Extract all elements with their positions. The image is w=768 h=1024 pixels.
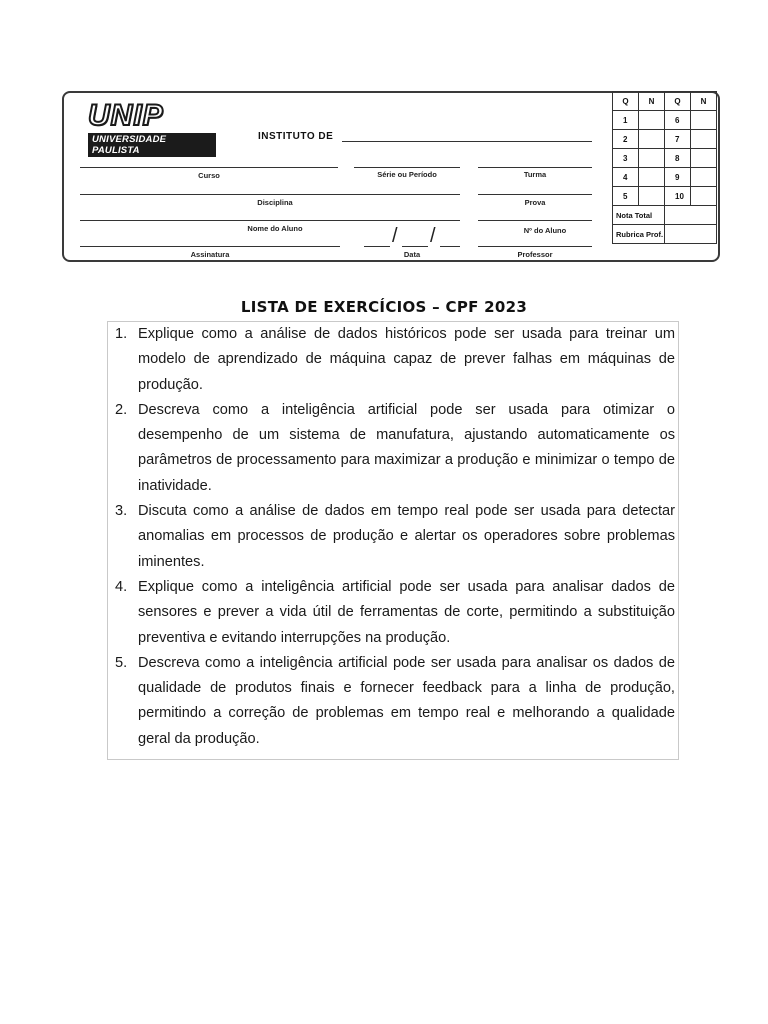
question-number: 4 <box>613 168 639 187</box>
rubrica-label: Rubrica Prof. <box>613 225 665 244</box>
turma-line <box>478 167 592 168</box>
question-number: 8 <box>665 149 691 168</box>
disciplina-label: Disciplina <box>257 198 293 207</box>
grid-header-n: N <box>639 92 665 111</box>
grade-cell <box>691 187 717 206</box>
professor-label: Professor <box>517 250 553 259</box>
grade-cell <box>639 130 665 149</box>
question-number: 5 <box>613 187 639 206</box>
exercise-number: 2. <box>115 401 128 418</box>
grade-cell <box>691 149 717 168</box>
numero-aluno-line <box>478 220 592 221</box>
exercise-box <box>107 321 679 760</box>
grade-cell <box>639 111 665 130</box>
grade-cell <box>639 168 665 187</box>
grid-header-q: Q <box>665 92 691 111</box>
page-title: LISTA DE EXERCÍCIOS – CPF 2023 <box>240 298 528 316</box>
nota-total-cell <box>665 206 717 225</box>
unip-logo <box>88 101 228 157</box>
exercise-text: Descreva como a inteligência artificial pode ser usada para analisar os dados de qualidade de produtos finais e fornecer feedback para a linha de produção, permitindo a correção de problemas em tempo real e melhorando a qualidade geral da produção. <box>138 654 675 747</box>
numero-aluno-label: Nº do Aluno <box>523 226 567 235</box>
date-day-line <box>364 246 390 247</box>
exercise-number: 4. <box>115 578 128 595</box>
grid-header-q: Q <box>613 92 639 111</box>
professor-line <box>478 246 592 247</box>
grade-grid-row <box>613 187 717 206</box>
curso-line <box>80 167 338 168</box>
question-number: 10 <box>665 187 691 206</box>
date-slash-1: / <box>392 225 398 247</box>
grade-grid <box>612 91 717 244</box>
exercise-item <box>115 322 675 398</box>
nome-aluno-line <box>80 220 460 221</box>
nota-total-label: Nota Total <box>613 206 665 225</box>
nome-aluno-label: Nome do Aluno <box>247 224 303 233</box>
question-number: 9 <box>665 168 691 187</box>
grade-grid-row <box>613 168 717 187</box>
grade-grid-header <box>613 92 717 111</box>
assinatura-line <box>80 246 340 247</box>
date-month-line <box>402 246 428 247</box>
date-slash-2: / <box>430 225 436 247</box>
serie-line <box>354 167 460 168</box>
nota-total-row <box>613 206 717 225</box>
prova-line <box>478 194 592 195</box>
serie-label: Série ou Período <box>377 170 437 179</box>
exercise-text: Explique como a inteligência artificial pode ser usada para analisar dados de sensores e prever a vida útil de ferramentas de corte, permitindo a substituição preventiva e evitando interrupções na produção. <box>138 578 675 646</box>
question-number: 2 <box>613 130 639 149</box>
exercise-list <box>108 322 678 752</box>
question-number: 7 <box>665 130 691 149</box>
exercise-item <box>115 499 675 575</box>
date-year-line <box>440 246 460 247</box>
exercise-text: Explique como a análise de dados históricos pode ser usada para treinar um modelo de aprendizado de máquina capaz de prever falhas em máquinas de produção. <box>138 326 675 393</box>
logo-subtitle: UNIVERSIDADE PAULISTA <box>88 133 216 157</box>
question-number: 3 <box>613 149 639 168</box>
disciplina-line <box>80 194 460 195</box>
exercise-number: 1. <box>115 326 128 342</box>
grade-cell <box>691 111 717 130</box>
grade-cell <box>691 130 717 149</box>
grid-header-n: N <box>691 92 717 111</box>
exercise-item <box>115 575 675 651</box>
exercise-text: Discuta como a análise de dados em tempo real pode ser usada para detectar anomalias em processos de produção e alertar os operadores sobre problemas iminentes. <box>138 503 675 570</box>
grade-grid-row <box>613 111 717 130</box>
grade-cell <box>639 149 665 168</box>
logo-text: UNIP <box>88 99 164 132</box>
grade-grid-row <box>613 130 717 149</box>
instituto-label: INSTITUTO DE <box>258 131 334 142</box>
exercise-number: 3. <box>115 503 128 520</box>
exercise-text: Descreva como a inteligência artificial pode ser usada para otimizar o desempenho de um sistema de manufatura, ajustando automaticamente os parâmetros de processamento para maximizar a produção e minimizar o tempo de inatividade. <box>138 401 675 494</box>
instituto-field-line <box>342 141 592 142</box>
header-form-card <box>62 91 720 262</box>
grade-cell <box>639 187 665 206</box>
grade-cell <box>691 168 717 187</box>
exercise-number: 5. <box>115 654 128 671</box>
rubrica-cell <box>665 225 717 244</box>
curso-label: Curso <box>198 171 220 180</box>
assinatura-label: Assinatura <box>190 250 230 259</box>
exercise-item <box>115 651 675 752</box>
question-number: 6 <box>665 111 691 130</box>
data-label: Data <box>403 250 421 259</box>
prova-label: Prova <box>524 198 546 207</box>
rubrica-row <box>613 225 717 244</box>
question-number: 1 <box>613 111 639 130</box>
exercise-item <box>115 398 675 499</box>
grade-grid-row <box>613 149 717 168</box>
turma-label: Turma <box>523 170 547 179</box>
